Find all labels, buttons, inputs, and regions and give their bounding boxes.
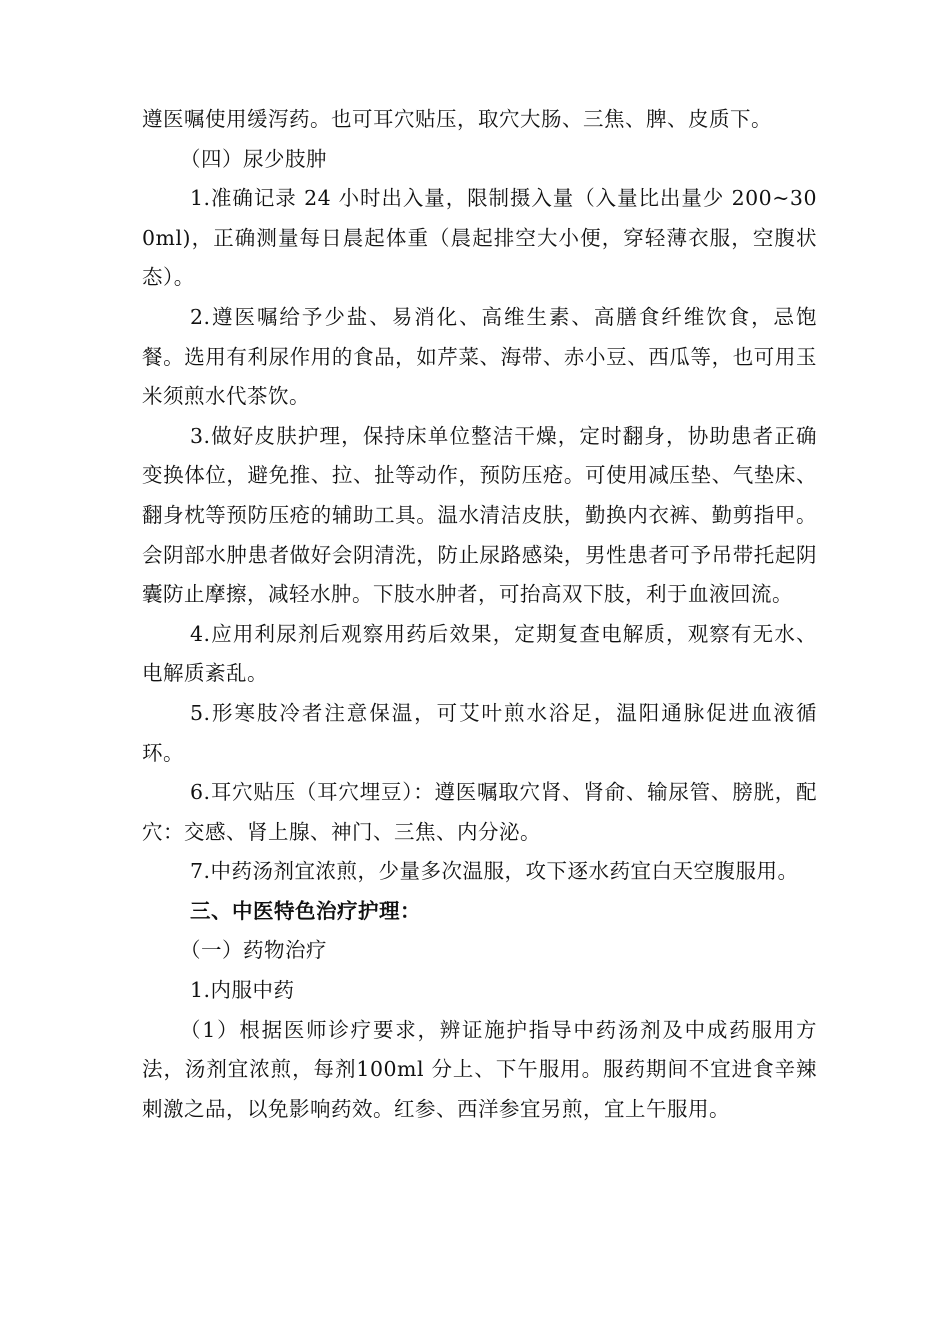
paragraph-item-1: 1.准确记录 24 小时出入量，限制摄入量（入量比出量少 200~300ml)，正确测量每日晨起体重（晨起排空大小便，穿轻薄衣服，空腹状态）。 xyxy=(142,186,817,290)
section-subheading-drug-therapy: （一）药物治疗 xyxy=(180,938,327,963)
paragraph-item-4: 4.应用利尿剂后观察用药后效果，定期复查电解质，观察有无水、电解质紊乱。 xyxy=(142,621,817,686)
paragraph-item-2: 2.遵医嘱给予少盐、易消化、高维生素、高膳食纤维饮食，忌饱餐。选用有利尿作用的食品，如芹菜、海带、赤小豆、西瓜等，也可用玉米须煎水代茶饮。 xyxy=(142,304,817,409)
paragraph-item-7: 7.中药汤剂宜浓煎，少量多次温服，攻下逐水药宜白天空腹服用。 xyxy=(190,859,799,884)
paragraph-continuation: 遵医嘱使用缓泻药。也可耳穴贴压，取穴大肠、三焦、脾、皮质下。 xyxy=(142,107,772,131)
paragraph-item-3: 3.做好皮肤护理，保持床单位整洁干燥，定时翻身，协助患者正确变换体位，避免推、拉、扯等动作，预防压疮。可使用减压垫、气垫床、翻身枕等预防压疮的辅助工具。温水清洁皮肤，勤换内衣裤、勤剪指甲。会阴部水肿患者做好会阴清洗，防止尿路感染，男性患者可予吊带托起阴囊防止摩擦，减轻水肿。下肢水肿者，可抬高双下肢，利于血液回流。 xyxy=(142,423,817,607)
paragraph-item-5: 5.形寒肢冷者注意保温，可艾叶煎水浴足，温阳通脉促进血液循环。 xyxy=(142,700,817,765)
paragraph-item-6: 6.耳穴贴压（耳穴埋豆）：遵医嘱取穴肾、肾俞、输尿管、膀胱，配穴：交感、肾上腺、神门、三焦、内分泌。 xyxy=(142,780,817,844)
section-heading-tcm-treatment: 三、中医特色治疗护理： xyxy=(190,898,421,923)
paragraph-oral-medicine: 1.内服中药 xyxy=(190,978,295,1003)
paragraph-oral-medicine-1: （1）根据医师诊疗要求，辨证施护指导中药汤剂及中成药服用方法，汤剂宜浓煎，每剂100ml 分上、下午服用。服药期间不宜进食辛辣刺激之品，以免影响药效。红参、西洋参宜另煎，宜上午服用。 xyxy=(142,1017,817,1121)
section-subheading-oliguria-edema: （四）尿少肢肿 xyxy=(180,146,327,171)
document-page xyxy=(142,100,817,1129)
